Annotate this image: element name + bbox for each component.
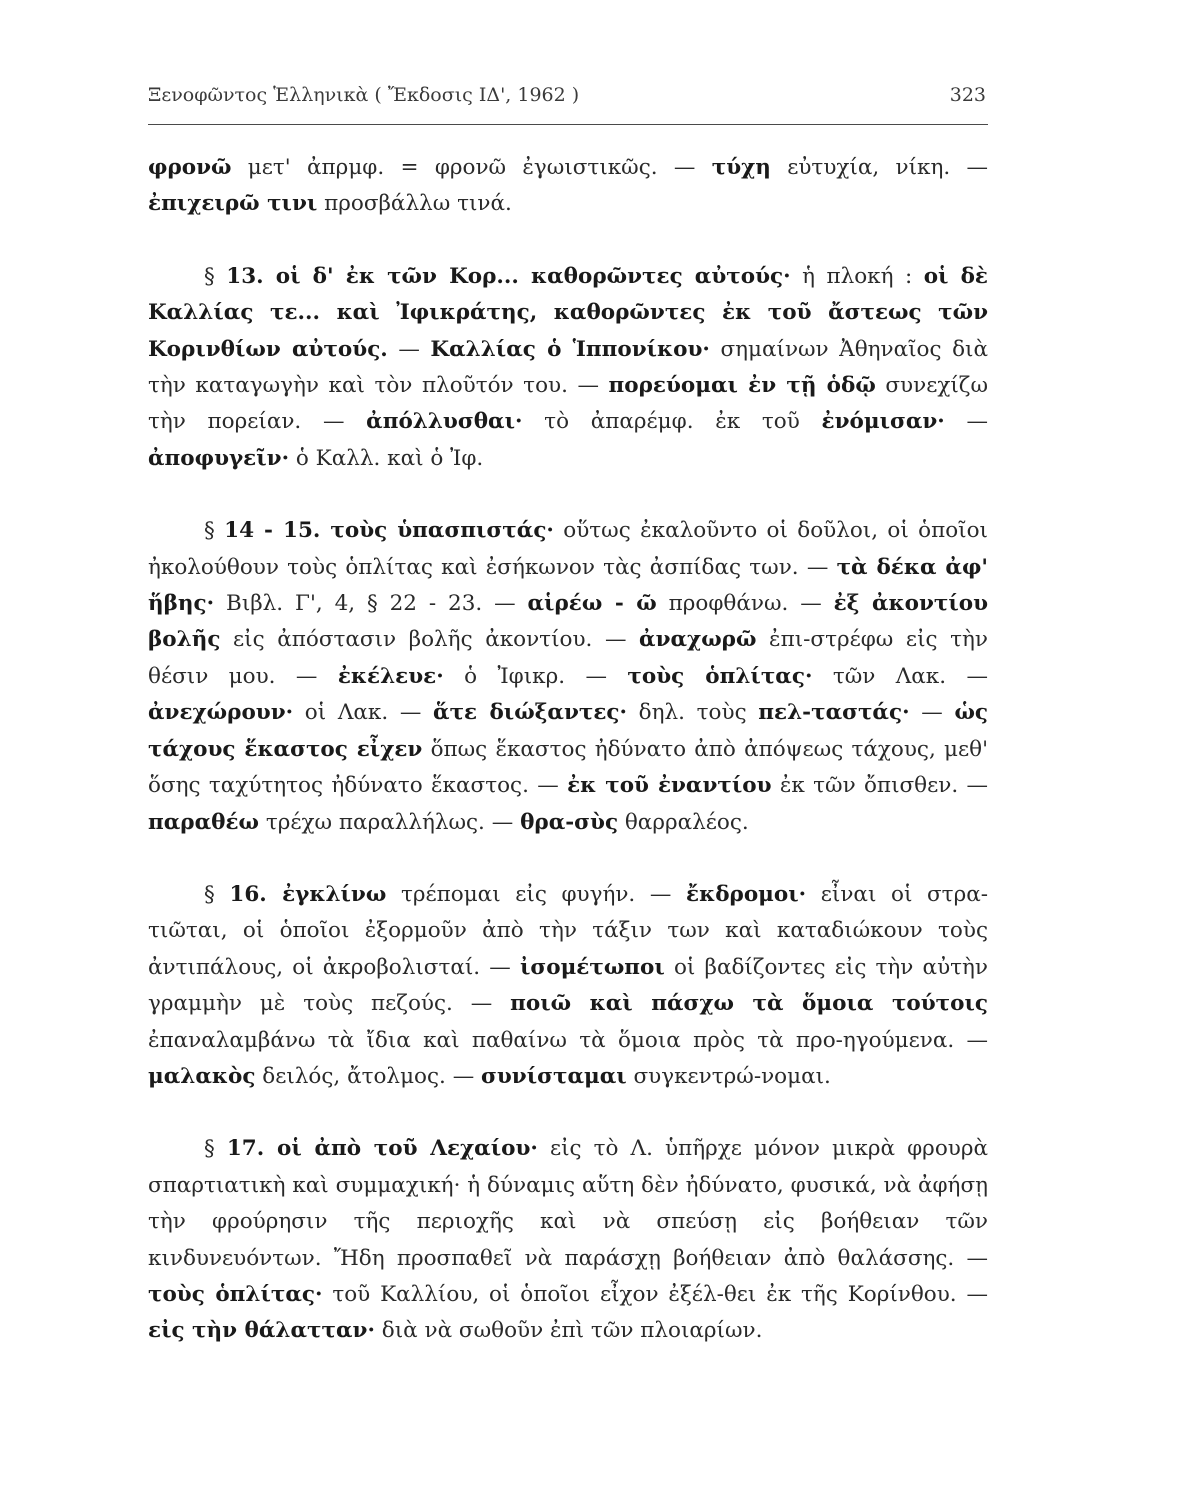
gloss-text: — [387, 336, 431, 362]
lemma-term: αἱρέω - ῶ [527, 591, 657, 617]
gloss-text: εἰς τὸ Λ. ὑπῆρχε μόνον μικρὰ φρουρὰ σπαρτιατικὴ καὶ συμμαχική· ἡ δύναμις αὕτη δὲν ἠδύνατο, φυσικά, νὰ ἀφήσῃ τὴν φρούρησιν τῆς περιοχῆς καὶ νὰ σπεύσῃ εἰς βοήθειαν τῶν κινδυνευόντων. Ἤδη προσπαθεῖ νὰ παράσχῃ βοήθειαν ἀπὸ θαλάσσης. — [148, 1136, 988, 1271]
lemma-term: τύχη [711, 155, 771, 180]
lemma-term: οἱ δὲ Καλλίας τε... καὶ Ἰφικράτης, καθορῶντες ἐκ τοῦ ἄστεως τῶν Κορινθίων αὐτούς. [148, 263, 989, 362]
lemma-term: ἰσομέτωποι [519, 954, 665, 980]
lemma-term: παραθέω [148, 809, 260, 835]
gloss-text: δηλ. τοὺς [627, 700, 759, 726]
lemma-term: συνίσταμαι [481, 1063, 627, 1089]
gloss-text: ὁ Ἰφικρ. — [443, 663, 628, 689]
gloss-text: διὰ νὰ σωθοῦν ἐπὶ τῶν πλοιαρίων. [374, 1318, 763, 1344]
lemma-term: 14 - 15. τοὺς ὑπασπιστάς· [224, 518, 554, 544]
gloss-text: οἱ βαδίζοντες εἰς τὴν αὐτὴν γραμμὴν μὲ τοὺς πεζούς. — [148, 954, 988, 1017]
lemma-term: ποιῶ καὶ πάσχω τὰ ὅμοια τούτοις [510, 991, 988, 1017]
running-title: Ξενοφῶντος Ἑλληνικὰ ( Ἔκδοσις ΙΔ', 1962 ) [148, 84, 580, 106]
lemma-term: 13. οἱ δ' ἐκ τῶν Κορ... καθορῶντες αὐτούς· [226, 263, 791, 289]
lemma-term: τοὺς ὁπλίτας· [627, 663, 813, 689]
section-paragraph [148, 513, 988, 841]
lemma-term: ἐκ τοῦ ἐναντίου [567, 773, 772, 799]
lemma-term: ἀποφυγεῖν· [148, 445, 290, 471]
gloss-text: τρέχω παραλλήλως. — [259, 809, 521, 835]
lemma-term: ὡς τάχους ἕκαστος εἶχεν [148, 700, 988, 762]
gloss-text: τρέπομαι εἰς φυγήν. — [386, 881, 687, 907]
lemma-term: τὰ δέκα ἀφ' ἥβης· [148, 554, 988, 617]
lemma-term: ἀπόλλυσθαι· [366, 409, 523, 435]
gloss-text: συνεχίζω τὴν πορείαν. — [148, 373, 988, 435]
gloss-text: ὁ Καλλ. καὶ ὁ Ἰφ. [289, 445, 484, 471]
gloss-text: σημαίνων Ἀθηναῖος διὰ τὴν καταγωγὴν καὶ τὸν πλοῦτόν του. — [148, 336, 989, 399]
gloss-text: προσβάλλω τινά. [317, 191, 512, 217]
running-head [148, 84, 986, 106]
gloss-text: § [204, 263, 227, 289]
header-rule [148, 124, 988, 125]
gloss-text: τῶν Λακ. — [812, 663, 988, 689]
gloss-text: ἡ πλοκή : [790, 263, 924, 289]
page-number: 323 [949, 84, 986, 106]
commentary-body [148, 150, 988, 1350]
lemma-term: ἐξ ἀκοντίου βολῆς [148, 591, 988, 653]
gloss-text: θαρραλέος. [618, 809, 749, 835]
lemma-term: φρονῶ [148, 155, 232, 180]
lemma-term: μαλακὸς [148, 1063, 256, 1089]
gloss-text: § [204, 881, 230, 907]
lemma-term: 16. ἐγκλίνω [229, 881, 387, 907]
lemma-term: ἐπιχειρῶ τινι [148, 191, 318, 217]
gloss-text: οἱ Λακ. — [293, 700, 434, 726]
gloss-text: — [944, 409, 988, 435]
gloss-text: οὕτως ἐκαλοῦντο οἱ δοῦλοι, οἱ ὁποῖοι ἠκολούθουν τοὺς ὁπλίτας καὶ ἐσήκωνον τὰς ἀσπίδας των. — [148, 518, 988, 580]
lemma-term: εἰς τὴν θάλατταν· [148, 1318, 375, 1344]
gloss-text: συγκεντρώ-νομαι. [626, 1063, 831, 1089]
gloss-text: — [909, 700, 955, 726]
section-paragraph [148, 259, 988, 477]
gloss-text: δειλός, ἄτολμος. — [255, 1063, 482, 1089]
gloss-text: τοῦ Καλλίου, οἱ ὁποῖοι εἶχον ἐξέλ-θει ἐκ τῆς Κορίνθου. — [322, 1281, 988, 1307]
paragraph [148, 150, 988, 223]
lemma-term: ἅτε διώξαντες· [433, 700, 627, 726]
gloss-text: ἐκ τῶν ὄπισθεν. — [771, 773, 988, 799]
lemma-term: τοὺς ὁπλίτας· [148, 1281, 323, 1307]
gloss-text: εὐτυχία, νίκη. — [770, 155, 988, 180]
lemma-term: ἀνεχώρουν· [148, 700, 294, 726]
lemma-term: ἀναχωρῶ [639, 627, 757, 653]
gloss-text: ἐπαναλαμβάνω τὰ ἴδια καὶ παθαίνω τὰ ὅμοια πρὸς τὰ προ-ηγούμενα. — [148, 1027, 988, 1053]
gloss-text: μετ' ἀπρμφ. = φρονῶ ἐγωιστικῶς. — [231, 155, 712, 180]
lemma-term: ἔκδρομοι· [686, 881, 807, 907]
gloss-text: ἐπι-στρέφω εἰς τὴν θέσιν μου. — [148, 627, 988, 689]
gloss-text: § [204, 1136, 227, 1162]
gloss-text: Βιβλ. Γ', 4, § 22 - 23. — [214, 591, 528, 617]
gloss-text: § [204, 518, 225, 544]
lemma-term: Καλλίας ὁ Ἱππονίκου· [430, 336, 710, 362]
lemma-term: ἐκέλευε· [337, 663, 444, 689]
lemma-term: πορεύομαι ἐν τῇ ὁδῷ [608, 373, 876, 399]
gloss-text: τὸ ἀπαρέμφ. ἐκ τοῦ [522, 409, 822, 435]
gloss-text: εἶναι οἱ στρα-τιῶται, οἱ ὁποῖοι ἐξορμοῦν ἀπὸ τὴν τάξιν των καὶ καταδιώκουν τοὺς ἀντιπάλους, οἱ ἀκροβολισταί. — [148, 881, 988, 980]
lemma-term: πελ-ταστάς· [758, 700, 910, 726]
lemma-term: ἐνόμισαν· [821, 409, 945, 435]
section-paragraph [148, 1131, 988, 1349]
gloss-text: εἰς ἀπόστασιν βολῆς ἀκοντίου. — [220, 627, 640, 653]
lemma-term: 17. οἱ ἀπὸ τοῦ Λεχαίου· [226, 1136, 538, 1162]
gloss-text: ὅπως ἕκαστος ἠδύνατο ἀπὸ ἀπόψεως τάχους, μεθ' ὅσης ταχύτητος ἠδύνατο ἕκαστος. — [148, 736, 988, 799]
lemma-term: θρα-σὺς [520, 809, 619, 835]
section-paragraph [148, 877, 988, 1095]
gloss-text: προφθάνω. — [656, 591, 834, 617]
